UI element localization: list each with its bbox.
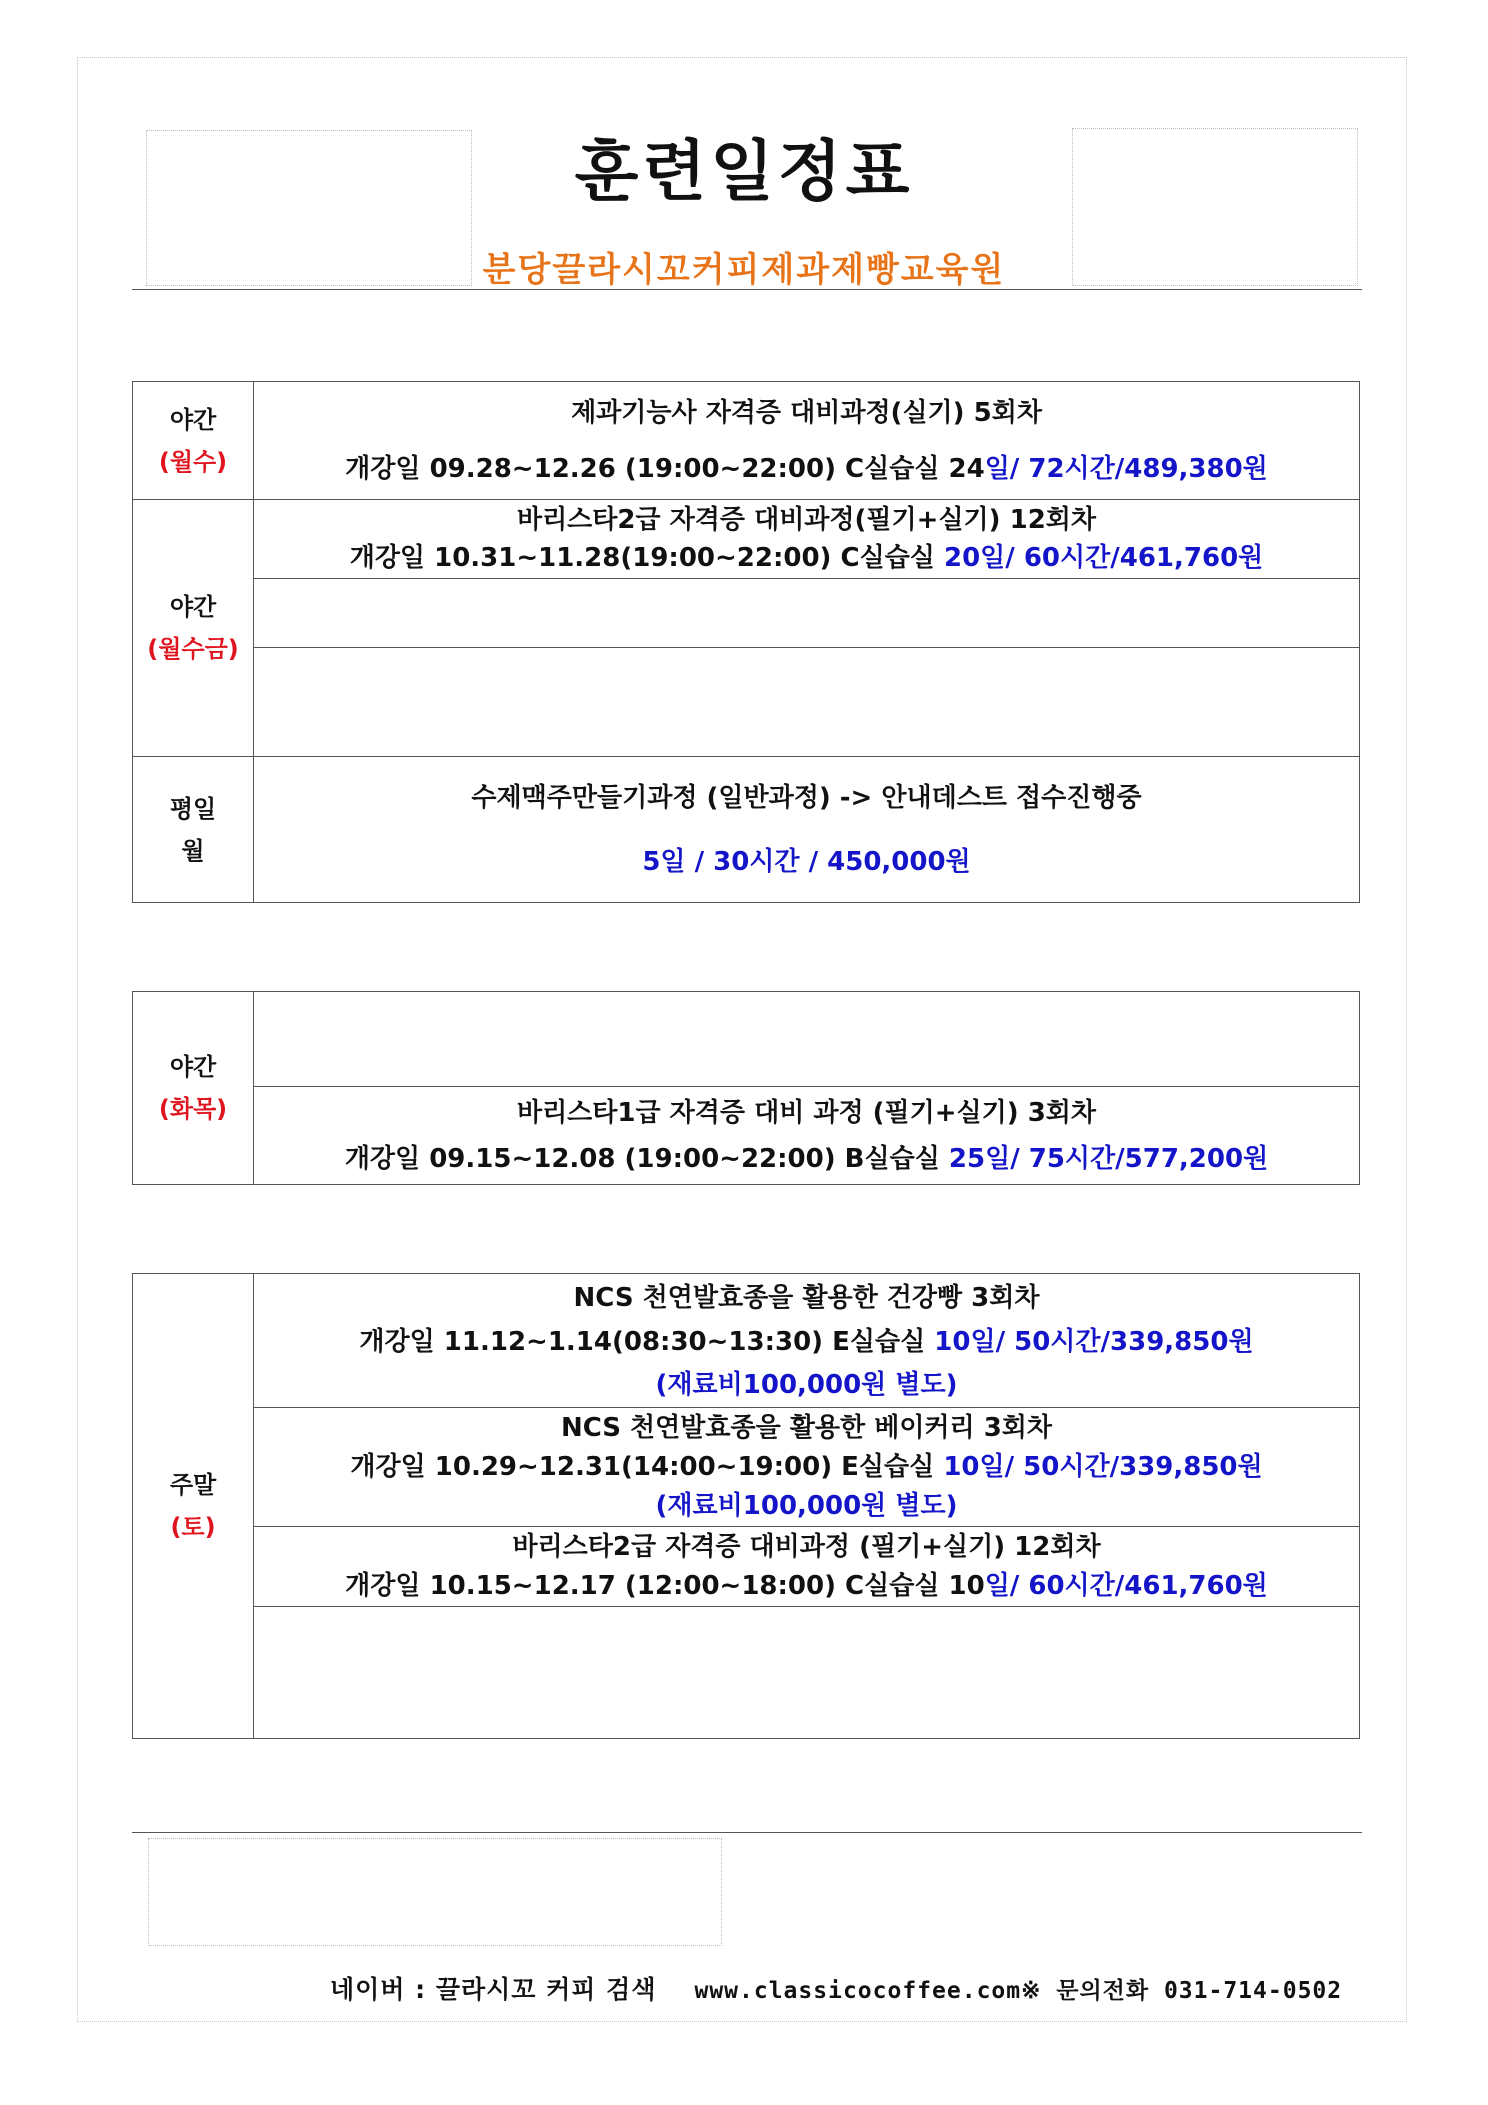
course-cell (254, 1274, 1360, 1408)
course-price: 20일/ 60시간/461,760원 (943, 543, 1264, 573)
group-label-time: 주말 (169, 1471, 217, 1499)
course-cell (254, 1408, 1360, 1527)
course-detail (254, 1320, 1359, 1364)
group-label-days: 월 (181, 836, 205, 865)
course-price: 일/ 72시간/489,380원 (984, 453, 1268, 484)
schedule-table-weekend (132, 1273, 1360, 1739)
empty-cell (254, 648, 1360, 757)
course-price: 25일/ 75시간/577,200원 (948, 1143, 1269, 1174)
footer-url-phone: www.classicocoffee.com※ 문의전화 031-714-0502 (694, 1978, 1343, 2004)
footer-divider (132, 1832, 1362, 1833)
group-label-days: (월수금) (147, 635, 239, 663)
course-detail-text: 개강일 11.12~1.14(08:30~13:30) E실습실 (359, 1326, 926, 1357)
empty-cell (254, 992, 1360, 1087)
course-detail (254, 1567, 1359, 1606)
course-price: 10일/ 50시간/339,850원 (943, 1451, 1263, 1482)
page-title: 훈련일정표 (574, 133, 914, 210)
course-cell (254, 1087, 1360, 1185)
course-cell (254, 500, 1360, 579)
empty-cell (254, 1607, 1360, 1739)
course-cell (254, 757, 1360, 903)
course-detail-text: 개강일 10.29~12.31(14:00~19:00) E실습실 (350, 1451, 935, 1482)
footer-logo-box (148, 1838, 722, 1946)
course-price: 5일 / 30시간 / 450,000원 (642, 846, 971, 877)
course-detail (254, 441, 1359, 497)
course-detail-text: 개강일 10.31~11.28(19:00~22:00) C실습실 (349, 543, 935, 573)
group-label-days: (월수) (158, 447, 228, 476)
course-title: 바리스타2급 자격증 대비과정(필기+실기) 12회차 (516, 505, 1097, 535)
course-cell (254, 1527, 1360, 1607)
group-label-time: 평일 (169, 794, 217, 823)
course-note: (재료비100,000원 별도) (655, 1490, 958, 1521)
page-subtitle: 분당끌라시꼬커피제과제빵교육원 (482, 250, 1006, 290)
group-label-days: (화목) (158, 1095, 228, 1123)
course-detail-text: 개강일 09.15~12.08 (19:00~22:00) B실습실 (344, 1143, 940, 1174)
course-cell (254, 382, 1360, 500)
group-label (133, 382, 254, 500)
course-detail-text: 개강일 09.28~12.26 (19:00~22:00) C실습실 24 (345, 453, 985, 484)
footer-naver-search: 네이버 : 끌라시꼬 커피 검색 (330, 1975, 657, 2004)
group-label-time: 야간 (169, 405, 217, 434)
course-detail-text: 개강일 10.15~12.17 (12:00~18:00) C실습실 10 (345, 1570, 985, 1601)
group-label-time: 야간 (169, 1053, 217, 1081)
course-title: 제과기능사 자격증 대비과정(실기) 5회차 (571, 397, 1042, 428)
group-label-time: 야간 (169, 593, 217, 621)
course-title: 바리스타2급 자격증 대비과정 (필기+실기) 12회차 (512, 1531, 1101, 1562)
group-label (133, 1274, 254, 1739)
course-title: 수제맥주만들기과정 (일반과정) -> 안내데스트 접수진행중 (471, 782, 1142, 813)
group-label (133, 992, 254, 1185)
group-label (133, 500, 254, 757)
schedule-table-tue-thu-night (132, 991, 1360, 1185)
course-detail (254, 539, 1359, 577)
course-price: 10일/ 50시간/339,850원 (934, 1326, 1254, 1357)
header-divider (132, 289, 1362, 290)
schedule-table-weekday-night (132, 381, 1360, 903)
course-detail (254, 1448, 1359, 1487)
course-note: (재료비100,000원 별도) (655, 1369, 958, 1400)
empty-cell (254, 579, 1360, 648)
footer-contact (330, 1970, 1342, 2006)
group-label (133, 757, 254, 903)
group-label-days: (토) (170, 1513, 216, 1541)
course-title: NCS 천연발효종을 활용한 건강빵 3회차 (573, 1282, 1040, 1313)
course-title: 바리스타1급 자격증 대비 과정 (필기+실기) 3회차 (516, 1097, 1097, 1128)
course-detail (254, 1136, 1359, 1182)
course-title: NCS 천연발효종을 활용한 베이커리 3회차 (560, 1412, 1053, 1443)
course-price: 일/ 60시간/461,760원 (984, 1570, 1268, 1601)
